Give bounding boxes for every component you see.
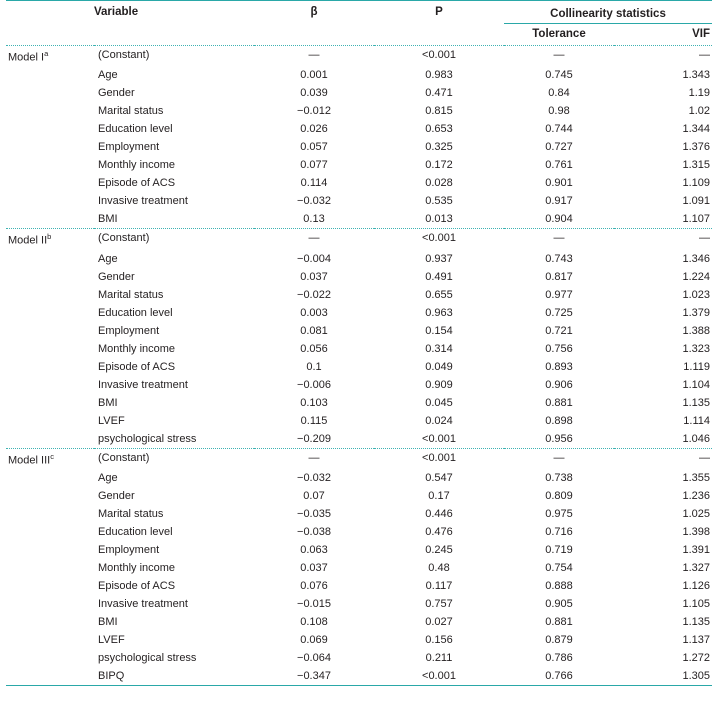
table-row	[6, 631, 712, 649]
variable-name: BMI	[98, 396, 118, 409]
header-spacer-1	[6, 23, 94, 45]
vif-value: 1.023	[682, 288, 710, 301]
beta-value: −0.209	[297, 432, 331, 445]
model-label	[6, 250, 94, 268]
variable-name: Age	[98, 472, 118, 485]
p-value: 0.314	[425, 342, 453, 355]
beta-value: 0.108	[300, 616, 328, 629]
table-row	[6, 192, 712, 210]
tolerance-value: 0.738	[545, 472, 573, 485]
model-label	[6, 505, 94, 523]
model-label	[6, 304, 94, 322]
vif-value: 1.236	[682, 490, 710, 503]
model-label: Model III$^c$	[8, 451, 54, 467]
variable-name: Marital status	[98, 105, 164, 118]
model-label	[6, 376, 94, 394]
vif-value: —	[699, 232, 710, 245]
p-value: <0.001	[422, 232, 456, 245]
tolerance-value: 0.744	[545, 123, 573, 136]
tolerance-value: 0.727	[545, 141, 573, 154]
beta-value: −0.035	[297, 508, 331, 521]
variable-name: BMI	[98, 616, 118, 629]
p-value: 0.476	[425, 526, 453, 539]
variable-name: Age	[98, 69, 118, 82]
model-label	[6, 174, 94, 192]
tolerance-value: 0.786	[545, 652, 573, 665]
table-row	[6, 138, 712, 156]
tolerance-value: 0.888	[545, 580, 573, 593]
p-value: 0.325	[425, 141, 453, 154]
vif-value: 1.376	[682, 141, 710, 154]
regression-table	[6, 0, 712, 686]
variable-name: LVEF	[98, 414, 125, 427]
model-label	[6, 523, 94, 541]
vif-value: 1.114	[683, 414, 710, 427]
variable-name: Monthly income	[98, 159, 176, 172]
variable-name: psychological stress	[98, 652, 197, 665]
table-row	[6, 340, 712, 358]
vif-value: 1.327	[682, 562, 710, 575]
table-row	[6, 174, 712, 192]
p-value: 0.027	[425, 616, 453, 629]
tolerance-value: 0.809	[545, 490, 573, 503]
beta-value: —	[308, 232, 320, 245]
table-row	[6, 394, 712, 412]
table-row	[6, 268, 712, 286]
model-label	[6, 138, 94, 156]
p-value: 0.028	[425, 177, 453, 190]
beta-value: 0.076	[300, 580, 328, 593]
p-value: 0.211	[425, 652, 453, 665]
tolerance-value: 0.98	[548, 105, 570, 118]
model-label	[6, 286, 94, 304]
beta-value: 0.001	[300, 69, 328, 82]
header-p: P	[435, 6, 443, 18]
table-row	[6, 430, 712, 449]
tolerance-value: 0.754	[545, 562, 573, 575]
p-value: 0.172	[425, 159, 453, 172]
beta-value: 0.026	[300, 123, 328, 136]
model-label	[6, 102, 94, 120]
tolerance-value: 0.719	[545, 544, 573, 557]
table-row	[6, 322, 712, 340]
tolerance-value: 0.84	[548, 87, 570, 100]
variable-name: Episode of ACS	[98, 580, 176, 593]
header-row-top	[6, 1, 712, 24]
table-row	[6, 448, 712, 469]
model-label: Model $I^a$	[8, 48, 49, 64]
model-label	[6, 268, 94, 286]
model-label	[6, 120, 94, 138]
table-row	[6, 595, 712, 613]
model-label	[6, 487, 94, 505]
variable-name: Age	[98, 252, 118, 265]
table-row	[6, 487, 712, 505]
header-tolerance: Tolerance	[532, 27, 586, 40]
p-value: 0.909	[425, 378, 453, 391]
tolerance-value: 0.906	[545, 378, 573, 391]
variable-name: Education level	[98, 123, 173, 136]
table-row	[6, 412, 712, 430]
variable-name: Episode of ACS	[98, 177, 176, 190]
p-value: 0.815	[425, 105, 453, 118]
variable-name: Marital status	[98, 508, 164, 521]
table-header	[6, 1, 712, 46]
p-value: 0.983	[425, 69, 453, 82]
tolerance-value: 0.881	[545, 616, 573, 629]
header-collinearity: Collinearity statistics	[504, 1, 712, 24]
header-model	[6, 1, 94, 24]
vif-value: 1.391	[682, 544, 710, 557]
table-row	[6, 358, 712, 376]
p-value: 0.653	[425, 123, 453, 136]
vif-value: 1.137	[682, 634, 710, 647]
tolerance-value: —	[553, 451, 565, 464]
p-value: 0.049	[425, 360, 453, 373]
beta-value: —	[308, 451, 320, 464]
variable-name: BMI	[98, 213, 118, 226]
table-row	[6, 541, 712, 559]
table-row	[6, 102, 712, 120]
vif-value: —	[699, 48, 710, 61]
model-label	[6, 430, 94, 449]
beta-value: 0.063	[300, 544, 328, 557]
p-value: <0.001	[422, 432, 456, 445]
tolerance-value: 0.817	[545, 270, 573, 283]
vif-value: 1.224	[682, 270, 710, 283]
beta-value: 0.037	[300, 270, 328, 283]
table-row	[6, 505, 712, 523]
beta-value: 0.056	[300, 342, 328, 355]
tolerance-value: 0.716	[545, 526, 573, 539]
variable-name: Employment	[98, 141, 160, 154]
vif-value: 1.305	[682, 670, 710, 683]
p-value: 0.471	[425, 87, 453, 100]
model-label	[6, 613, 94, 631]
p-value: <0.001	[422, 451, 456, 464]
p-value: 0.547	[425, 472, 453, 485]
tolerance-value: 0.977	[545, 288, 573, 301]
table-row	[6, 559, 712, 577]
table-row	[6, 667, 712, 686]
vif-value: 1.107	[682, 213, 710, 226]
variable-name: (Constant)	[98, 451, 150, 464]
vif-value: 1.323	[682, 342, 710, 355]
model-label	[6, 541, 94, 559]
vif-value: 1.046	[682, 432, 710, 445]
variable-name: Episode of ACS	[98, 360, 176, 373]
header-beta: β	[310, 6, 318, 18]
tolerance-value: 0.756	[545, 342, 573, 355]
header-spacer-2	[94, 23, 254, 45]
beta-value: 0.077	[300, 159, 328, 172]
vif-value: 1.355	[682, 472, 710, 485]
p-value: 0.245	[425, 544, 453, 557]
beta-value: −0.032	[297, 472, 331, 485]
tolerance-value: 0.766	[545, 670, 573, 683]
model-label	[6, 156, 94, 174]
table-row	[6, 286, 712, 304]
beta-value: −0.012	[297, 105, 331, 118]
beta-value: 0.115	[300, 414, 328, 427]
variable-name: Gender	[98, 270, 135, 283]
table-row	[6, 156, 712, 174]
variable-name: Employment	[98, 544, 160, 557]
variable-name: Marital status	[98, 288, 164, 301]
beta-value: 0.037	[300, 562, 328, 575]
tolerance-value: 0.898	[545, 414, 573, 427]
table-row	[6, 84, 712, 102]
p-value: 0.156	[425, 634, 453, 647]
variable-name: Invasive treatment	[98, 598, 188, 611]
model-label: Model $II^b$	[8, 232, 52, 247]
model-label	[6, 66, 94, 84]
beta-value: 0.13	[303, 213, 325, 226]
variable-name: Monthly income	[98, 342, 176, 355]
variable-name: Invasive treatment	[98, 378, 188, 391]
model-label	[6, 595, 94, 613]
vif-value: 1.109	[682, 177, 710, 190]
p-value: <0.001	[422, 670, 456, 683]
table-row	[6, 304, 712, 322]
vif-value: 1.315	[682, 159, 710, 172]
vif-value: 1.02	[688, 105, 710, 118]
p-value: 0.024	[425, 414, 453, 427]
beta-value: 0.1	[306, 360, 322, 373]
beta-value: −0.038	[297, 526, 331, 539]
beta-value: −0.004	[297, 252, 331, 265]
variable-name: Monthly income	[98, 562, 176, 575]
model-label	[6, 322, 94, 340]
vif-value: 1.091	[682, 195, 710, 208]
p-value: <0.001	[422, 48, 456, 61]
tolerance-value: 0.743	[545, 252, 573, 265]
vif-value: 1.135	[682, 396, 710, 409]
header-spacer-4	[374, 23, 504, 45]
table-row	[6, 613, 712, 631]
beta-value: −0.347	[297, 670, 331, 683]
tolerance-value: 0.904	[545, 213, 573, 226]
tolerance-value: 0.917	[545, 195, 573, 208]
beta-value: 0.081	[300, 324, 328, 337]
vif-value: 1.19	[688, 87, 710, 100]
tolerance-value: 0.745	[545, 69, 573, 82]
vif-value: 1.388	[682, 324, 710, 337]
vif-value: 1.119	[683, 360, 710, 373]
header-vif: VIF	[692, 27, 710, 40]
model-label	[6, 358, 94, 376]
beta-value: 0.07	[303, 490, 325, 503]
tolerance-value: 0.761	[545, 159, 573, 172]
variable-name: LVEF	[98, 634, 125, 647]
variable-name: Gender	[98, 87, 135, 100]
p-value: 0.17	[428, 490, 450, 503]
table-row	[6, 210, 712, 229]
model-label	[6, 631, 94, 649]
beta-value: 0.103	[300, 396, 328, 409]
model-label	[6, 192, 94, 210]
model-label	[6, 412, 94, 430]
p-value: 0.963	[425, 306, 453, 319]
vif-value: 1.126	[682, 580, 710, 593]
tolerance-value: 0.881	[545, 396, 573, 409]
p-value: 0.446	[425, 508, 453, 521]
vif-value: 1.272	[682, 652, 710, 665]
vif-value: 1.344	[682, 123, 710, 136]
model-label	[6, 559, 94, 577]
tolerance-value: —	[553, 48, 565, 61]
table-body	[6, 45, 712, 686]
variable-name: Gender	[98, 490, 135, 503]
beta-value: 0.003	[300, 306, 328, 319]
tolerance-value: 0.956	[545, 432, 573, 445]
model-label	[6, 469, 94, 487]
beta-value: —	[308, 48, 320, 61]
variable-name: Employment	[98, 324, 160, 337]
variable-name: (Constant)	[98, 232, 150, 245]
variable-name: Invasive treatment	[98, 195, 188, 208]
tolerance-value: 0.879	[545, 634, 573, 647]
p-value: 0.655	[425, 288, 453, 301]
vif-value: 1.104	[682, 378, 710, 391]
model-label	[6, 340, 94, 358]
model-label	[6, 649, 94, 667]
variable-name: BIPQ	[98, 670, 125, 683]
tolerance-value: 0.975	[545, 508, 573, 521]
table-row	[6, 250, 712, 268]
table-row	[6, 649, 712, 667]
vif-value: —	[699, 451, 710, 464]
p-value: 0.013	[425, 213, 453, 226]
table-row	[6, 45, 712, 66]
p-value: 0.491	[425, 270, 453, 283]
variable-name: Education level	[98, 526, 173, 539]
beta-value: 0.039	[300, 87, 328, 100]
p-value: 0.757	[425, 598, 453, 611]
vif-value: 1.343	[682, 69, 710, 82]
p-value: 0.535	[425, 195, 453, 208]
variable-name: psychological stress	[98, 432, 197, 445]
table-row	[6, 523, 712, 541]
beta-value: −0.022	[297, 288, 331, 301]
header-variable: Variable	[94, 6, 139, 18]
vif-value: 1.135	[682, 616, 710, 629]
variable-name: Education level	[98, 306, 173, 319]
vif-value: 1.025	[682, 508, 710, 521]
tolerance-value: 0.905	[545, 598, 573, 611]
table-row	[6, 120, 712, 138]
tolerance-value: 0.721	[545, 324, 573, 337]
p-value: 0.937	[425, 252, 453, 265]
vif-value: 1.105	[682, 598, 710, 611]
beta-value: −0.032	[297, 195, 331, 208]
table-row	[6, 577, 712, 595]
vif-value: 1.398	[682, 526, 710, 539]
table-row	[6, 66, 712, 84]
beta-value: 0.114	[300, 177, 328, 190]
beta-value: 0.057	[300, 141, 328, 154]
beta-value: 0.069	[300, 634, 328, 647]
vif-value: 1.379	[682, 306, 710, 319]
variable-name: (Constant)	[98, 48, 150, 61]
model-label	[6, 667, 94, 686]
tolerance-value: 0.893	[545, 360, 573, 373]
p-value: 0.154	[425, 324, 453, 337]
vif-value: 1.346	[682, 252, 710, 265]
tolerance-value: 0.725	[545, 306, 573, 319]
table-row	[6, 229, 712, 250]
model-label	[6, 210, 94, 229]
p-value: 0.48	[428, 562, 450, 575]
beta-value: −0.015	[297, 598, 331, 611]
beta-value: −0.006	[297, 378, 331, 391]
table-row	[6, 376, 712, 394]
model-label	[6, 84, 94, 102]
tolerance-value: —	[553, 232, 565, 245]
model-label	[6, 577, 94, 595]
model-label	[6, 394, 94, 412]
tolerance-value: 0.901	[545, 177, 573, 190]
p-value: 0.045	[425, 396, 453, 409]
header-row-sub	[6, 23, 712, 45]
table-row	[6, 469, 712, 487]
beta-value: −0.064	[297, 652, 331, 665]
p-value: 0.117	[425, 580, 453, 593]
header-spacer-3	[254, 23, 374, 45]
